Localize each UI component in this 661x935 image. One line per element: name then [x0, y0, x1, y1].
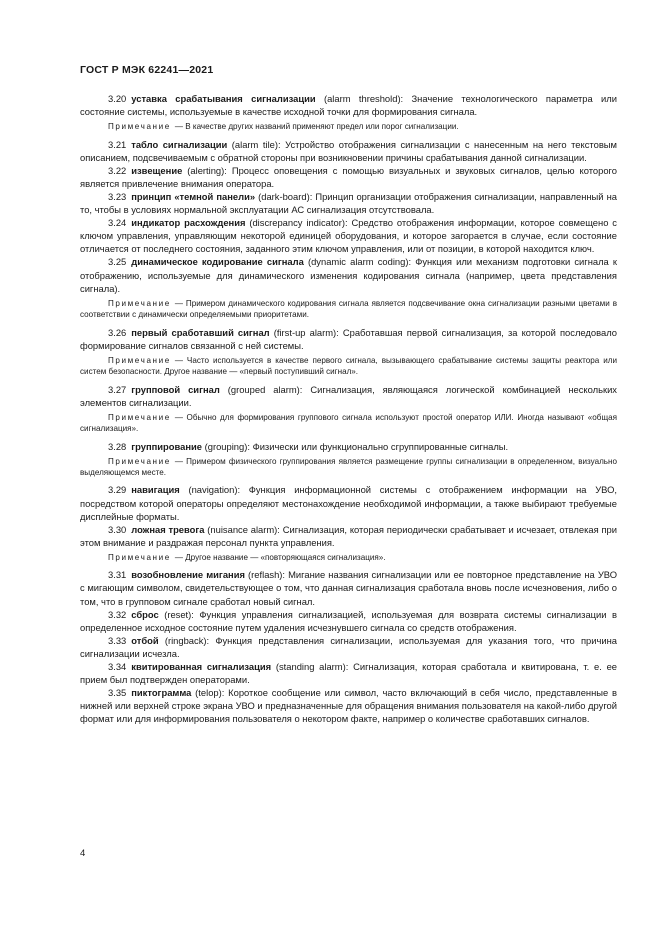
definition-entry: [80, 164, 617, 190]
entry-text: (first-up alarm): Сработавшая первой сигнализация, за которой последовало формирование сигналов связанной с ней системы.: [80, 326, 617, 351]
entry-number: 3.35: [108, 687, 127, 699]
note-label: Примечание: [108, 355, 171, 365]
definition-entry: [80, 660, 617, 686]
entry-term: ложная тревога: [131, 523, 205, 535]
entry-number: 3.30: [108, 523, 127, 535]
entry-number: 3.29: [108, 484, 127, 496]
entry-text: (dynamic alarm coding): Функция или механизм подготовки сигнала к отображению, используемые для динамического изменения кодирования сигнала (например, цвета представления сигнала).: [80, 256, 618, 294]
note-label: Примечание: [108, 456, 171, 466]
entry-term: отбой: [131, 634, 159, 646]
entry-term: динамическое кодирование сигнала: [131, 256, 304, 268]
note-text: — Примером динамического кодирования сигнала является подсвечивание окна сигнализации разными цветами в соответствии с динамически определяемыми приоритетами.: [80, 298, 617, 320]
entry-term: уставка срабатывания сигнализации: [131, 93, 316, 104]
entry-text: (alarm threshold): Значение технологического параметра или состояние системы, используемые в качестве исходной точки для формирования сигнала.: [80, 93, 617, 118]
entry-text: (standing alarm): Сигнализация, которая сработала и квитирована, т. е. ее прием был подтвержден операторами.: [80, 660, 618, 686]
entry-number: 3.33: [108, 634, 127, 646]
definition-entry: [80, 483, 617, 522]
entry-term: сброс: [131, 608, 159, 620]
entry-number: 3.24: [108, 217, 127, 229]
entry-text: (nuisance alarm): Сигнализация, которая периодически срабатывает и исчезает, отвлекая при этом внимание и раздражая персонал пункта управления.: [80, 523, 617, 548]
definition-entry: [80, 92, 617, 118]
definition-entry: [80, 568, 617, 607]
document-body: [80, 92, 617, 725]
entry-term: индикатор расхождения: [131, 217, 246, 229]
standard-header: ГОСТ Р МЭК 62241—2021: [80, 64, 214, 76]
entry-term: первый сработавший сигнал: [131, 326, 270, 338]
entry-term: групповой сигнал: [131, 383, 220, 395]
entry-text: (grouped alarm): Сигнализация, являющаяся логической комбинацией нескольких элементов сигнализации.: [80, 383, 617, 408]
entry-note: [80, 355, 617, 378]
note-label: Примечание: [108, 298, 171, 308]
entry-term: квитированная сигнализация: [131, 660, 272, 672]
entry-term: возобновление мигания: [131, 569, 245, 581]
entry-term: табло сигнализации: [131, 138, 228, 150]
entry-term: пиктограмма: [131, 687, 192, 699]
entry-term: навигация: [131, 484, 180, 496]
entry-term: принцип «темной панели»: [131, 190, 256, 202]
note-label: Примечание: [108, 412, 171, 422]
entry-text: (discrepancy indicator): Средство отображения информации, которое совмещено с ключом управления, управляющим некоторой единицей оборудования, и которое загорается в случае, если состояние отличается от последнего состояния, заданного этим ключом управления, или от позиции, в которой находится ключ.: [80, 217, 617, 255]
definition-entry: [80, 326, 617, 352]
definition-entry: [80, 383, 617, 409]
entry-note: [80, 412, 617, 435]
definition-entry: [80, 686, 617, 725]
definition-entry: [80, 523, 617, 549]
entry-text: (navigation): Функция информационной системы с отображением информации на УВО, посредством которой операторы определяют местонахождение необходимой информации, а также выбирают требуемые дисплейные форматы.: [80, 484, 617, 522]
note-text: — Примером физического группирования является размещение группы сигнализации в определенном, визуально выделяющемся месте.: [80, 456, 617, 478]
entry-number: 3.27: [108, 383, 127, 395]
entry-note: [80, 298, 617, 321]
definition-entry: [80, 216, 617, 255]
definition-entry: [80, 608, 617, 634]
entry-text: (alarm tile): Устройство отображения сигнализации с нанесенным на него текстовым описанием, подсвечиваемым с обратной стороны при возникновении причины срабатывания данной сигнализации.: [80, 138, 617, 163]
entry-number: 3.34: [108, 660, 127, 672]
page-number: 4: [80, 848, 86, 859]
entry-number: 3.21: [108, 138, 127, 150]
entry-text: (dark-board): Принцип организации отображения сигнализации, направленный на то, чтобы в условиях нормальной эксплуатации АС сигнализация отсутствовала.: [80, 190, 617, 216]
entry-number: 3.23: [108, 190, 127, 202]
entry-note: [80, 121, 617, 132]
note-text: — В качестве других названий применяют предел или порог сигнализации.: [174, 122, 459, 132]
entry-text: (grouping): Физически или функционально сгруппированные сигналы.: [204, 440, 509, 452]
entry-text: (telop): Короткое сообщение или символ, часто включающий в себя число, представленные в нижней или верхней строке экрана УВО и предназначенные для обращения внимания пользователя на какой-либо другой формат или для информирования пользователя о некотором факте, например о количестве сработавших сигналов.: [80, 687, 617, 725]
entry-note: [80, 456, 617, 479]
definition-entry: [80, 138, 617, 164]
entry-number: 3.20: [108, 93, 127, 104]
entry-text: (ringback): Функция представления сигнализации, используемая для указания того, что причина сигнализации исчезла.: [80, 634, 617, 659]
definition-entry: [80, 255, 617, 294]
entry-number: 3.25: [108, 256, 127, 268]
entry-number: 3.32: [108, 608, 127, 620]
entry-text: (alerting): Процесс оповещения с помощью визуальных и звуковых сигналов, целью которого является привлечение внимания оператора.: [80, 164, 617, 189]
note-text: — Другое название — «повторяющаяся сигнализация».: [174, 552, 386, 562]
entry-number: 3.28: [108, 440, 127, 452]
entry-text: (reset): Функция управления сигнализацией, используемая для возврата системы сигнализации в определенное исходное состояние путем удаления исчезнувшего сигнала со средств отображения.: [80, 608, 617, 633]
note-label: Примечание: [108, 122, 171, 132]
definition-entry: [80, 634, 617, 660]
definition-entry: [80, 440, 617, 453]
entry-number: 3.31: [108, 569, 127, 581]
entry-term: извещение: [131, 164, 183, 176]
note-text: — Обычно для формирования группового сигнала используют простой оператор ИЛИ. Иногда называют «общая сигнализация».: [80, 412, 617, 434]
note-text: — Часто используется в качестве первого сигнала, вызывающего срабатывание системы защиты реактора или систем безопасности. Другое название — «первый поступивший сигнал».: [80, 355, 617, 377]
entry-number: 3.22: [108, 164, 127, 176]
entry-note: [80, 552, 617, 563]
entry-number: 3.26: [108, 326, 127, 338]
entry-text: (reflash): Мигание названия сигнализации или ее повторное представление на УВО с мигающим символом, свидетельствующее о том, что данная сигнализация сработала вновь после исчезновения, либо о том, что в групповом сигнале сработал новый сигнал.: [80, 569, 618, 607]
note-label: Примечание: [108, 552, 171, 562]
definition-entry: [80, 190, 617, 216]
entry-term: группирование: [131, 440, 203, 452]
